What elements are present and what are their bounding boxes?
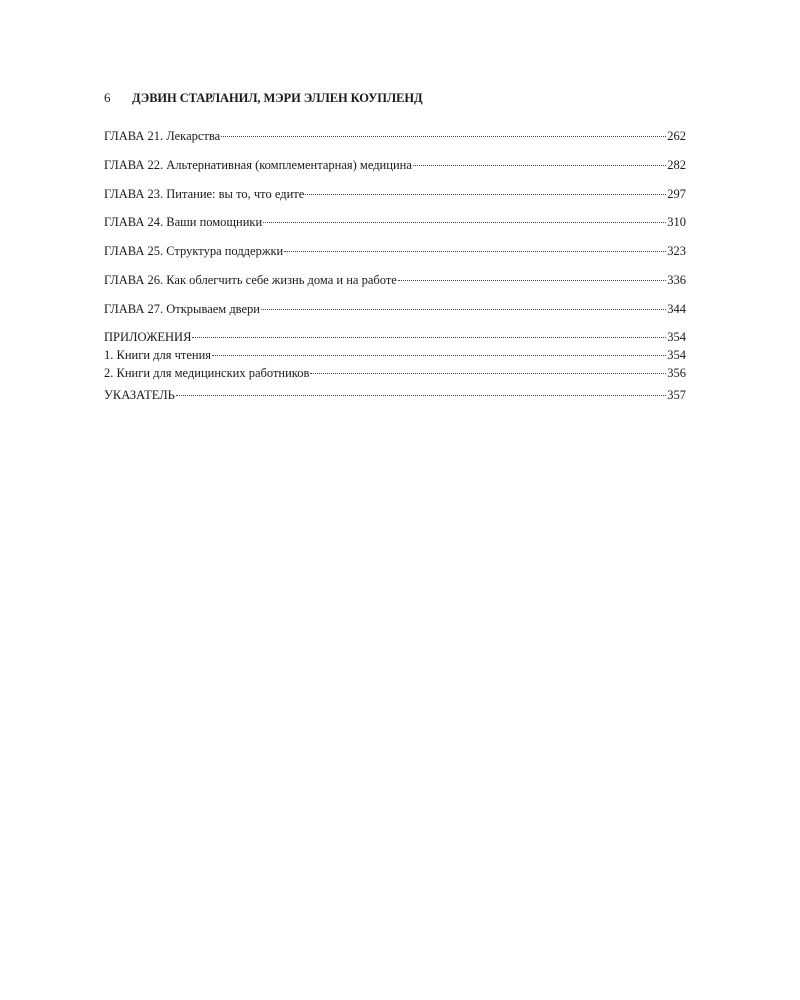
toc-entry-reading-books[interactable]: [104, 346, 686, 364]
toc-entry-page: 297: [667, 187, 686, 201]
toc-entry-title: ГЛАВА 25. Структура поддержки: [104, 244, 284, 258]
toc-entry-page: 357: [667, 388, 686, 402]
toc-entry-page: 354: [667, 330, 686, 344]
toc-entry-title: УКАЗАТЕЛЬ: [104, 388, 175, 402]
toc-entry-title: ГЛАВА 21. Лекарства: [104, 129, 221, 143]
toc-entry-page: 282: [667, 158, 686, 172]
toc-entry-title: ГЛАВА 26. Как облегчить себе жизнь дома и на работе: [104, 273, 397, 287]
toc-entry-title: ГЛАВА 27. Открываем двери: [104, 302, 260, 316]
toc-entry-chapter-21[interactable]: [104, 127, 686, 145]
toc-entry-title: ГЛАВА 23. Питание: вы то, что едите: [104, 187, 305, 201]
header-authors: ДЭВИН СТАРЛАНИЛ, МЭРИ ЭЛЛЕН КОУПЛЕНД: [132, 91, 423, 105]
dot-leader: [310, 372, 666, 374]
toc-entry-chapter-23[interactable]: [104, 185, 686, 203]
dot-leader: [413, 164, 666, 166]
toc-entry-title: 2. Книги для медицинских работников: [104, 366, 310, 380]
dot-leader: [305, 193, 666, 195]
toc-entry-index[interactable]: [104, 386, 686, 404]
toc-entry-chapter-22[interactable]: [104, 156, 686, 174]
running-header: [104, 89, 686, 107]
dot-leader: [284, 250, 666, 252]
toc-entry-chapter-25[interactable]: [104, 242, 686, 260]
toc-entry-page: 354: [667, 348, 686, 362]
dot-leader: [221, 135, 666, 137]
dot-leader: [212, 354, 666, 356]
dot-leader: [263, 221, 666, 223]
toc-entry-chapter-24[interactable]: [104, 213, 686, 231]
toc-entry-page: 344: [667, 302, 686, 316]
dot-leader: [192, 336, 666, 338]
toc-entry-page: 323: [667, 244, 686, 258]
toc-entry-medical-books[interactable]: [104, 364, 686, 382]
toc-entry-page: 262: [667, 129, 686, 143]
toc-entry-chapter-26[interactable]: [104, 271, 686, 289]
toc-entry-title: ГЛАВА 24. Ваши помощники: [104, 215, 263, 229]
dot-leader: [261, 308, 666, 310]
toc-entry-chapter-27[interactable]: [104, 300, 686, 318]
toc-entry-page: 336: [667, 273, 686, 287]
dot-leader: [176, 394, 666, 396]
toc-entry-page: 310: [667, 215, 686, 229]
toc-entry-page: 356: [667, 366, 686, 380]
toc-entry-appendices[interactable]: [104, 328, 686, 346]
toc-entry-title: ГЛАВА 22. Альтернативная (комплементарная) медицина: [104, 158, 412, 172]
dot-leader: [398, 279, 666, 281]
toc-entry-title: ПРИЛОЖЕНИЯ: [104, 330, 192, 344]
page-number: 6: [104, 90, 111, 105]
toc-entry-title: 1. Книги для чтения: [104, 348, 212, 362]
